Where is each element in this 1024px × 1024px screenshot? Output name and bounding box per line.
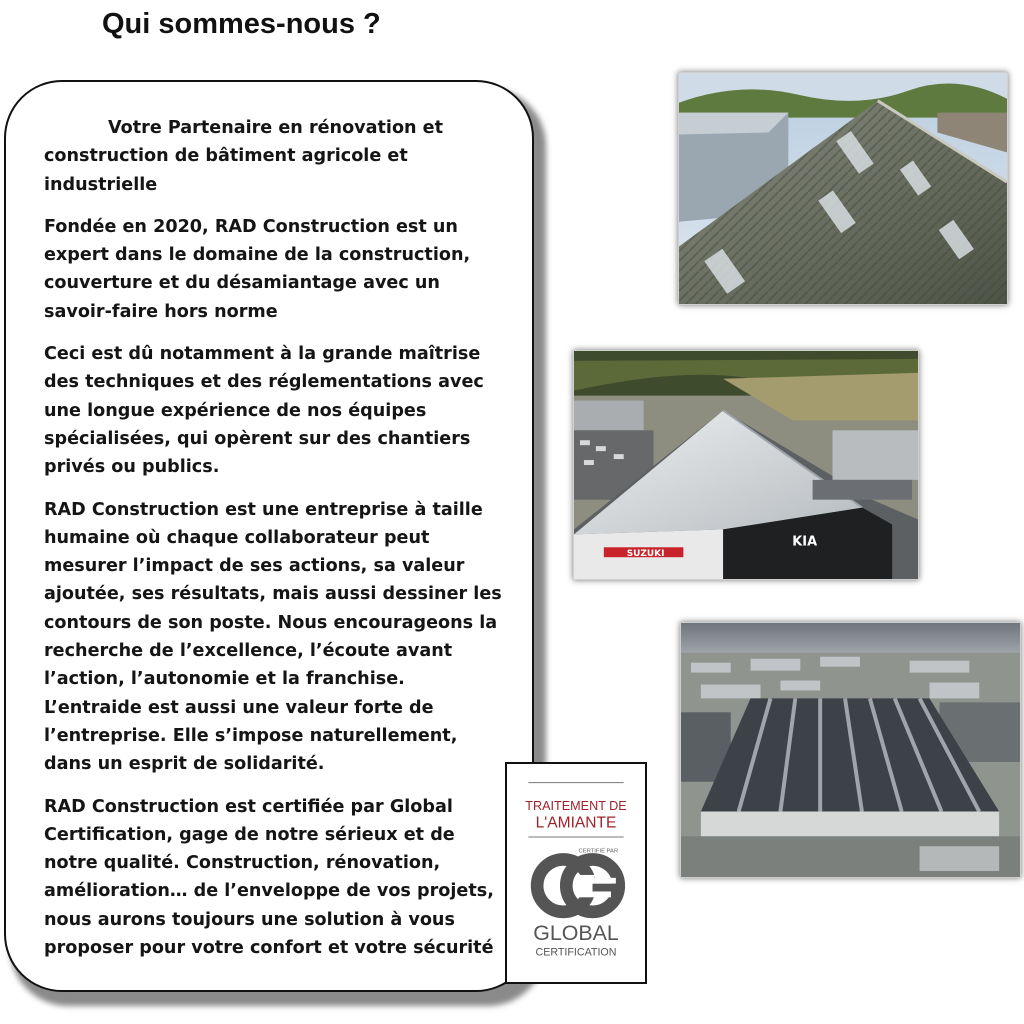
paragraph-expertise: Ceci est dû notamment à la grande maîtrise des techniques et des réglementations avec une longue expérience de nos équipes spécialisées, qui opèrent sur des chantiers privés ou publics.: [44, 344, 484, 478]
cert-brand: GLOBAL: [533, 921, 619, 946]
paragraph-certification: RAD Construction est certifiée par Global Certification, gage de notre sérieux et de notre qualité. Construction, rénovation, amélioration… de l’enveloppe de vos projets, nous aurons toujours une solution à vous proposer pour votre confort et votre sécurité: [44, 796, 494, 959]
cert-small: CERTIFIÉ PAR: [578, 848, 619, 855]
cert-line2: L'AMIANTE: [535, 814, 617, 832]
cg-monogram-icon: [537, 859, 619, 911]
roof-photo-dealership: [573, 350, 919, 580]
paragraph-values: RAD Construction est une entreprise à taille humaine où chaque collaborateur peut mesurer l’impact de ses actions, sa valeur ajoutée, ses résultats, mais aussi dessiner les contours de son poste. Nous encourageons la recherche de l’excellence, l’écoute avant l’action, l’autonomie et la franchise. L’entraide est aussi une valeur forte de l’entreprise. Elle s’impose naturellement, dans un esprit de solidarité.: [44, 499, 502, 775]
dealer-sign-right: KIA: [792, 534, 818, 550]
roof-photo-mossy: [678, 72, 1008, 305]
tagline: Votre Partenaire en rénovation et construction de bâtiment agricole et industrielle: [44, 118, 444, 195]
cert-line1: TRAITEMENT DE: [525, 798, 627, 813]
page-title: Qui sommes-nous ?: [102, 8, 381, 40]
dealer-sign-left: SUZUKI: [626, 549, 665, 560]
roof-photo-aerial-solar: [680, 622, 1021, 878]
about-text: [44, 114, 502, 976]
certification-logo: [505, 762, 647, 984]
paragraph-founding: Fondée en 2020, RAD Construction est un expert dans le domaine de la construction, couverture et du désamiantage avec un savoir-faire hors norme: [44, 216, 471, 322]
cert-brand-sub: CERTIFICATION: [535, 946, 617, 959]
